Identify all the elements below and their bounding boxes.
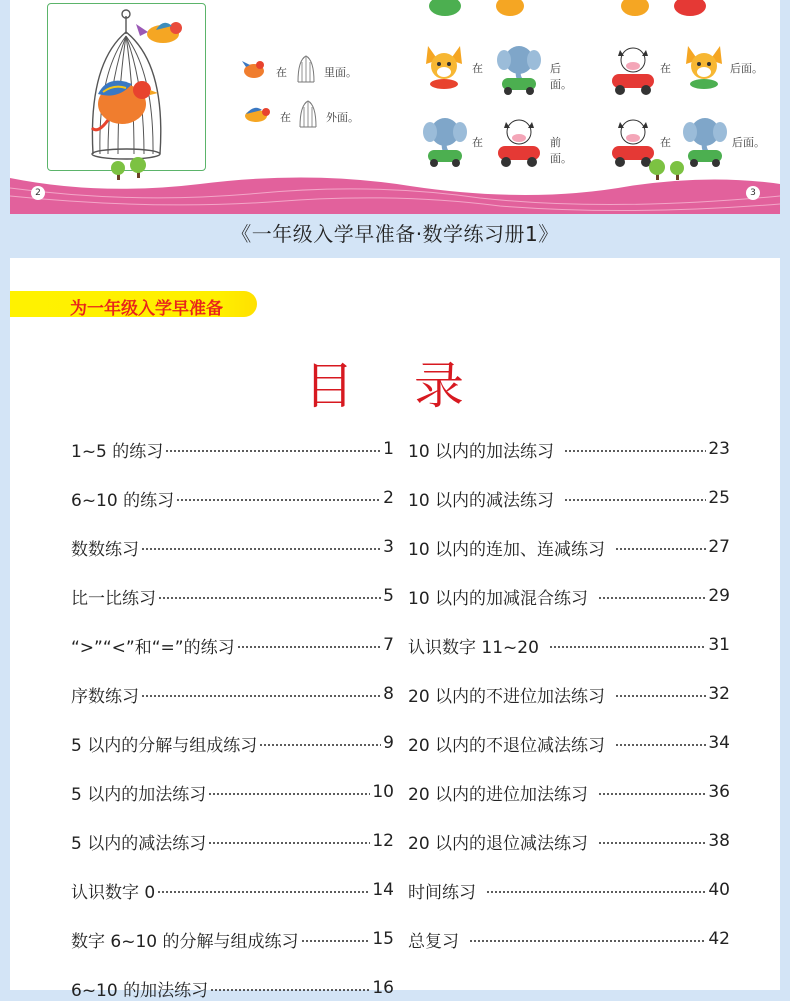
toc-entry-page-number: 31: [708, 635, 730, 655]
series-banner-text: 为一年级入学早准备: [70, 299, 223, 319]
dot-leader: [598, 793, 706, 795]
toc-entry-page-number: 29: [708, 586, 730, 606]
toc-entry[interactable]: [408, 829, 730, 853]
toc-entry-page-number: 1: [383, 439, 394, 459]
toc-entry-label: 10 以内的加减混合练习: [408, 588, 589, 609]
toc-entry[interactable]: [71, 731, 394, 755]
toc-entry[interactable]: [71, 682, 394, 706]
toc-entry[interactable]: [408, 927, 730, 951]
toc-entry-label: 20 以内的不进位加法练习: [408, 686, 606, 707]
caption-post: 外面。: [326, 111, 359, 124]
toc-entry-page-number: 16: [372, 978, 394, 998]
caption-pre: 在: [276, 66, 287, 79]
bird-icon: [240, 55, 268, 83]
toc-entry[interactable]: [408, 486, 730, 510]
cow-car-icon: [608, 112, 658, 168]
toc-entry-label: 比一比练习: [71, 588, 156, 609]
caption-row-elephant-front-cow: [420, 112, 580, 168]
toc-entry-page-number: 32: [708, 684, 730, 704]
table-of-contents-page: [10, 258, 780, 1001]
toc-entry-label: 5 以内的减法练习: [71, 833, 207, 854]
caption-post: 前面。: [550, 136, 572, 165]
toc-entry-label: 序数练习: [71, 686, 139, 707]
toc-entry-label: 10 以内的加法练习: [408, 441, 555, 462]
caption-row-cow-behind-elephant: [608, 112, 768, 168]
toc-entry-page-number: 2: [383, 488, 394, 508]
book-title-caption: 《一年级入学早准备·数学练习册1》: [231, 222, 559, 246]
dot-leader: [158, 597, 381, 599]
cage-icon: [298, 99, 318, 129]
toc-entry-label: 数字 6~10 的分解与组成练习: [71, 931, 299, 952]
pink-wave-footer: [10, 170, 780, 214]
toc-entry-label: 10 以内的减法练习: [408, 490, 555, 511]
toc-entry-page-number: 14: [372, 880, 394, 900]
toc-entry-label: 认识数字 11~20: [408, 637, 539, 658]
fox-icon: [680, 40, 728, 90]
dot-leader: [208, 842, 370, 844]
dot-leader: [208, 793, 370, 795]
toc-entry-page-number: 3: [383, 537, 394, 557]
bird-icon: [240, 102, 272, 126]
dot-leader: [486, 891, 706, 893]
workbook-preview-spread: [10, 0, 780, 214]
caption-pre: 在: [280, 111, 291, 124]
toc-entry-page-number: 15: [372, 929, 394, 949]
toc-entry-page-number: 42: [708, 929, 730, 949]
dot-leader: [176, 499, 381, 501]
caption-post: 后面。: [550, 62, 572, 91]
toc-entry[interactable]: [71, 829, 394, 853]
toc-entry-page-number: 38: [708, 831, 730, 851]
toc-entry[interactable]: [71, 584, 394, 608]
caption-pre: 在: [660, 136, 671, 149]
dot-leader: [157, 891, 370, 893]
caption-post: 后面。: [732, 136, 765, 149]
dot-leader: [598, 842, 706, 844]
toc-entry-label: 数数练习: [71, 539, 139, 560]
caption-row-cow-behind-fox: [608, 40, 768, 96]
toc-entry-page-number: 34: [708, 733, 730, 753]
toc-entry[interactable]: [71, 437, 394, 461]
toc-entry[interactable]: [408, 878, 730, 902]
dot-leader: [598, 597, 706, 599]
caption-post: 后面。: [730, 62, 763, 75]
toc-entry-page-number: 40: [708, 880, 730, 900]
tree-icon: [130, 157, 146, 178]
toc-entry[interactable]: [71, 878, 394, 902]
elephant-icon: [420, 112, 470, 168]
toc-entry-label: 6~10 的加法练习: [71, 980, 209, 1001]
toc-entry-label: 时间练习: [408, 882, 476, 903]
toc-entry[interactable]: [71, 633, 394, 657]
dot-leader: [469, 940, 706, 942]
birdcage-drawing: [48, 4, 205, 170]
toc-entry-label: 5 以内的分解与组成练习: [71, 735, 258, 756]
dot-leader: [301, 940, 371, 942]
caption-row-outside: [240, 100, 390, 130]
toc-entry[interactable]: [408, 437, 730, 461]
toc-entry[interactable]: [408, 633, 730, 657]
caption-pre: 在: [472, 136, 483, 149]
series-banner: [10, 291, 257, 317]
toc-entry-label: 1~5 的练习: [71, 441, 164, 462]
dot-leader: [141, 695, 381, 697]
cow-car-icon: [494, 112, 544, 168]
toc-entry-page-number: 36: [708, 782, 730, 802]
dot-leader: [141, 548, 381, 550]
toc-entry-page-number: 10: [372, 782, 394, 802]
right-page-number: 3: [746, 186, 760, 200]
tree-icon: [111, 161, 125, 180]
toc-entry-page-number: 23: [708, 439, 730, 459]
birdcage-illustration: [47, 3, 206, 171]
caption-row-fox-behind-elephant: [420, 40, 580, 96]
caption-post: 里面。: [324, 66, 357, 79]
dot-leader: [165, 450, 381, 452]
toc-entry[interactable]: [71, 927, 394, 951]
toc-entry-label: 10 以内的连加、连减练习: [408, 539, 606, 560]
toc-entry-label: 总复习: [408, 931, 459, 952]
tree-icon: [649, 159, 665, 180]
cropped-animal-icons: [10, 0, 780, 20]
dot-leader: [237, 646, 382, 648]
toc-title: 目 录: [304, 357, 486, 415]
caption-pre: 在: [660, 62, 671, 75]
toc-entry-label: 认识数字 0: [71, 882, 156, 903]
toc-entry[interactable]: [71, 486, 394, 510]
dot-leader: [615, 548, 706, 550]
toc-entry-page-number: 25: [708, 488, 730, 508]
toc-entry-page-number: 27: [708, 537, 730, 557]
toc-entry-label: “>”“<”和“=”的练习: [71, 637, 235, 658]
dot-leader: [615, 744, 706, 746]
toc-entry[interactable]: [408, 535, 730, 559]
toc-entry-page-number: 12: [372, 831, 394, 851]
toc-entry[interactable]: [408, 780, 730, 804]
caption-pre: 在: [472, 62, 483, 75]
dot-leader: [564, 499, 706, 501]
toc-entry-page-number: 5: [383, 586, 394, 606]
toc-entry[interactable]: [408, 584, 730, 608]
dot-leader: [615, 695, 706, 697]
elephant-icon: [680, 112, 730, 168]
toc-entry[interactable]: [71, 535, 394, 559]
left-page-number: 2: [31, 186, 45, 200]
toc-entry-page-number: 7: [383, 635, 394, 655]
dot-leader: [210, 989, 370, 991]
fox-icon: [420, 40, 468, 90]
dot-leader: [259, 744, 381, 746]
tree-icon: [670, 161, 684, 180]
toc-entry-label: 5 以内的加法练习: [71, 784, 207, 805]
cow-car-icon: [608, 40, 658, 96]
dot-leader: [564, 450, 706, 452]
elephant-icon: [494, 40, 544, 96]
toc-entry-label: 20 以内的退位减法练习: [408, 833, 589, 854]
caption-row-inside: [240, 55, 390, 85]
cage-icon: [296, 54, 316, 84]
toc-entry-label: 20 以内的进位加法练习: [408, 784, 589, 805]
toc-entry[interactable]: [408, 682, 730, 706]
toc-entry[interactable]: [71, 976, 394, 1000]
toc-entry-label: 20 以内的不退位减法练习: [408, 735, 606, 756]
toc-entry-page-number: 9: [383, 733, 394, 753]
toc-entry[interactable]: [71, 780, 394, 804]
toc-entry-page-number: 8: [383, 684, 394, 704]
dot-leader: [549, 646, 706, 648]
toc-entry[interactable]: [408, 731, 730, 755]
toc-entry-label: 6~10 的练习: [71, 490, 175, 511]
